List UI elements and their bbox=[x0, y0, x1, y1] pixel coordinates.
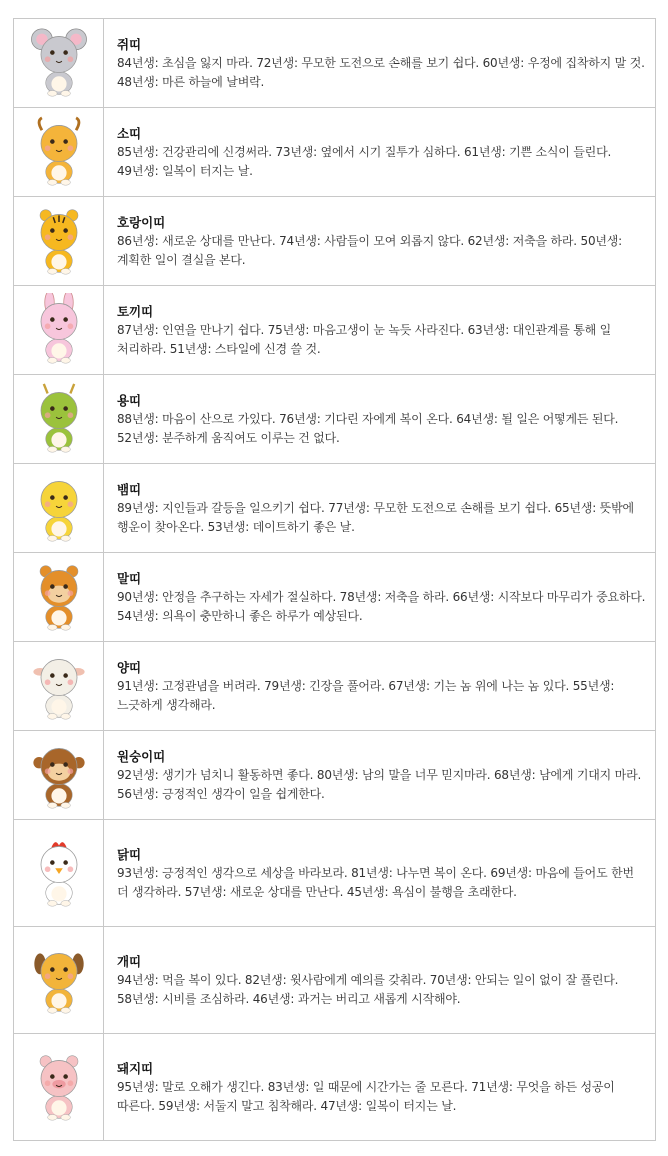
fortune-cell bbox=[104, 197, 656, 286]
table-row bbox=[14, 197, 656, 286]
fortune-cell bbox=[104, 553, 656, 642]
fortune-cell bbox=[104, 19, 656, 108]
zodiac-name: 토끼띠 bbox=[117, 303, 154, 319]
fortune-cell bbox=[104, 927, 656, 1034]
animal-icon-cell bbox=[14, 1034, 104, 1141]
fortune-text: 88년생: 마음이 산으로 가있다. 76년생: 기다린 자에게 복이 온다. 64년생: 될 일은 어떻게든 된다. 52년생: 분주하게 움직여도 이루는 건 없다. bbox=[117, 411, 619, 445]
zodiac-name: 쥐띠 bbox=[117, 36, 142, 52]
fortune-text: 91년생: 고정관념을 버려라. 79년생: 긴장을 풀어라. 67년생: 기는 놈 위에 나는 놈 있다. 55년생: 느긋하게 생각해라. bbox=[117, 678, 615, 712]
dragon-icon bbox=[29, 382, 89, 456]
fortune-text: 89년생: 지인들과 갈등을 일으키기 쉽다. 77년생: 무모한 도전으로 손해를 보기 쉽다. 65년생: 뜻밖에 행운이 찾아온다. 53년생: 데이트하기 좋은 날. bbox=[117, 500, 634, 534]
snake-icon bbox=[29, 471, 89, 545]
animal-icon-cell bbox=[14, 553, 104, 642]
table-row bbox=[14, 375, 656, 464]
table-row bbox=[14, 464, 656, 553]
zodiac-name: 닭띠 bbox=[117, 846, 142, 862]
table-row bbox=[14, 1034, 656, 1141]
table-row bbox=[14, 731, 656, 820]
zodiac-name: 말띠 bbox=[117, 570, 142, 586]
zodiac-name: 돼지띠 bbox=[117, 1060, 154, 1076]
table-row bbox=[14, 108, 656, 197]
zodiac-name: 양띠 bbox=[117, 659, 142, 675]
rooster-icon bbox=[29, 836, 89, 910]
animal-icon-cell bbox=[14, 820, 104, 927]
zodiac-name: 뱀띠 bbox=[117, 481, 142, 497]
horse-icon bbox=[29, 560, 89, 634]
fortune-text: 86년생: 새로운 상대를 만난다. 74년생: 사람들이 모여 외롭지 않다. 62년생: 저축을 하라. 50년생: 계획한 일이 결실을 본다. bbox=[117, 233, 623, 267]
fortune-text: 85년생: 건강관리에 신경써라. 73년생: 옆에서 시기 질투가 심하다. 61년생: 기쁜 소식이 들린다. 49년생: 일복이 터지는 날. bbox=[117, 144, 612, 178]
ox-icon bbox=[29, 115, 89, 189]
animal-icon-cell bbox=[14, 642, 104, 731]
table-row bbox=[14, 19, 656, 108]
zodiac-name: 호랑이띠 bbox=[117, 214, 166, 230]
rabbit-icon bbox=[29, 293, 89, 367]
animal-icon-cell bbox=[14, 197, 104, 286]
animal-icon-cell bbox=[14, 731, 104, 820]
zodiac-name: 원숭이띠 bbox=[117, 748, 166, 764]
animal-icon-cell bbox=[14, 19, 104, 108]
fortune-cell bbox=[104, 375, 656, 464]
zodiac-name: 개띠 bbox=[117, 953, 142, 969]
monkey-icon bbox=[29, 738, 89, 812]
fortune-cell bbox=[104, 731, 656, 820]
animal-icon-cell bbox=[14, 464, 104, 553]
mouse-icon bbox=[29, 26, 89, 100]
fortune-text: 94년생: 먹을 복이 있다. 82년생: 윗사람에게 예의를 갖춰라. 70년생: 안되는 일이 없이 잘 풀린다. 58년생: 시비를 조심하라. 46년생: 과거는 버리고 새롭게 시작해야. bbox=[117, 972, 619, 1006]
fortune-text: 93년생: 긍정적인 생각으로 세상을 바라보라. 81년생: 나누면 복이 온다. 69년생: 마음에 들어도 한번 더 생각하라. 57년생: 새로운 상대를 만난다. 45년생: 욕심이 불행을 초래한다. bbox=[117, 865, 634, 899]
zodiac-name: 용띠 bbox=[117, 392, 142, 408]
fortune-cell bbox=[104, 1034, 656, 1141]
table-row bbox=[14, 927, 656, 1034]
fortune-cell bbox=[104, 820, 656, 927]
fortune-cell bbox=[104, 464, 656, 553]
fortune-text: 87년생: 인연을 만나기 쉽다. 75년생: 마음고생이 눈 녹듯 사라진다. 63년생: 대인관계를 통해 일 처리하라. 51년생: 스타일에 신경 쓸 것. bbox=[117, 322, 612, 356]
table-row bbox=[14, 286, 656, 375]
fortune-cell bbox=[104, 108, 656, 197]
animal-icon-cell bbox=[14, 108, 104, 197]
animal-icon-cell bbox=[14, 927, 104, 1034]
tiger-icon bbox=[29, 204, 89, 278]
dog-icon bbox=[29, 943, 89, 1017]
fortune-text: 90년생: 안정을 추구하는 자세가 절실하다. 78년생: 저축을 하라. 66년생: 시작보다 마무리가 중요하다. 54년생: 의욕이 충만하니 좋은 하루가 예상된다. bbox=[117, 589, 646, 623]
fortune-cell bbox=[104, 642, 656, 731]
zodiac-fortune-table bbox=[13, 18, 656, 1141]
animal-icon-cell bbox=[14, 286, 104, 375]
table-row bbox=[14, 642, 656, 731]
table-row bbox=[14, 820, 656, 927]
sheep-icon bbox=[29, 649, 89, 723]
table-row bbox=[14, 553, 656, 642]
fortune-text: 84년생: 초심을 잃지 마라. 72년생: 무모한 도전으로 손해를 보기 쉽다. 60년생: 우정에 집착하지 말 것. 48년생: 마른 하늘에 날벼락. bbox=[117, 55, 645, 89]
fortune-text: 92년생: 생기가 넘치니 활동하면 좋다. 80년생: 남의 말을 너무 믿지마라. 68년생: 남에게 기대지 마라. 56년생: 긍정적인 생각이 일을 쉽게한다. bbox=[117, 767, 642, 801]
animal-icon-cell bbox=[14, 375, 104, 464]
fortune-text: 95년생: 말로 오해가 생긴다. 83년생: 일 때문에 시간가는 줄 모른다. 71년생: 무엇을 하든 성공이 따른다. 59년생: 서둘지 말고 침착해라. 47년생: 일복이 터지는 날. bbox=[117, 1079, 615, 1113]
pig-icon bbox=[29, 1050, 89, 1124]
zodiac-name: 소띠 bbox=[117, 125, 142, 141]
fortune-cell bbox=[104, 286, 656, 375]
